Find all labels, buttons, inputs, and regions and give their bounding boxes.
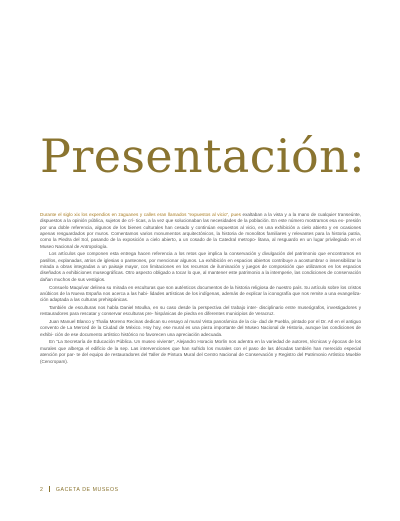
paragraph-text: También de esculturas nos habla Daniel Moulka, en su caso desde la perspectiva del trabajo inter- disciplinario entre museógrafos, investigadores y restauradores para rescatar y conservar esculturas pre- hispánicas de piedra en diferentes municipios de Veracruz. — [40, 304, 361, 317]
paragraph — [40, 251, 361, 283]
page-title: Presentación: — [40, 129, 366, 183]
footer-divider — [49, 486, 50, 492]
lead-in-text: Durante el siglo xix los expendios en zaguanes y calles eran llamados “expuestos al vicio”, pues — [40, 212, 241, 217]
page-number: 2 — [40, 487, 43, 493]
paragraph-text: En “La Secretaría de Educación Pública. Un museo viviente”, Alejandro Horacio Morlin nos adentra en la variedad de autores, técnicas y épocas de los murales que alberga el edificio de la sep. Las intervenciones que han sufrido los murales con el paso de las décadas también han merecido especial atención por par- te del equipo de restauradores del Taller de Pintura Mural del Centro Nacional de Conservación y Registro del Patrimonio Artístico Mueble (Cencropam). — [40, 339, 361, 364]
page-footer — [40, 485, 119, 495]
paragraph-text: Juan Manuel Blanco y Thalia Moreno Recinas dedican su ensayo al mural Vista panorámica de la ciu- dad de Puebla, pintado por el Dr. Atl en el antiguo convento de La Merced de la Ciudad de México. Hoy hoy, ese mural es una pieza importante del Museo Nacional de Historia, aunque las condiciones de exhibi- ción de ese documento artístico histórico no favorecen una apreciación adecuada. — [40, 319, 361, 337]
paragraph — [40, 339, 361, 364]
paragraph — [40, 319, 361, 338]
paragraph — [40, 212, 361, 250]
paragraph — [40, 305, 361, 318]
paragraph — [40, 285, 361, 304]
article-body — [40, 212, 361, 365]
publication-title: GACETA DE MUSEOS — [55, 487, 119, 493]
paragraph-text: exaltaban a la vista y a la mano de cualquier transeúnte, dispuestos a la opinión pública, sujetos de crí- ticas, a la vez que solucionaban las necesidades de la población. En este número mostramos esa ex- presión por una doble referencia, algunos de los bienes culturales han cesado y continúan expuestos al vicio, en una exhibición a cielo abierto y en ocasiones apenas resguardados por muros. Comentamos varios monumentos arquitectónicos, la historia de monolitos familiares y relevantes para la historia patria, como la Piedra del Sol, pasando de la exposición a cielo abierto, a un cosado de la Catedral metropo- litana, al resguardo en un lugar privilegiado en el Museo Nacional de Antropología. — [40, 212, 361, 249]
paragraph-text: Los artículos que componen esta entrega hacen referencia a los retos que implica la conservación y divulgación del patrimonio que encontramos en pasillos, explanadas, atrios de iglesias o panteones, por mencionar algunos. La exhibición en espacios abiertos contribuye a acostumbrar o insensibilizar la mirada a obras integradas a un paisaje mayor, con limitaciones en los recursos de iluminación y juegos de composición que utilizamos en los espacios diseñados a exhibiciones museográficas. Otro aspecto obligado a tocar lo que, al mantener este patrimonio a la intemperie, las condiciones de conservación dañan muchos de sus vestigios. — [40, 251, 361, 282]
paragraph-text: Consuelo Maquívar delinea su mirada en esculturas que son auténticos documentos de la historia religiosa de nuestro país. Su artículo sobre los cristos anúbicos de la Nueva España nos acerca a las habi- lidades artísticas de los indígenas, además de explicar la iconografía que nos remite a una evangeliza- ción adaptada a las culturas prehispánicas. — [40, 284, 361, 303]
